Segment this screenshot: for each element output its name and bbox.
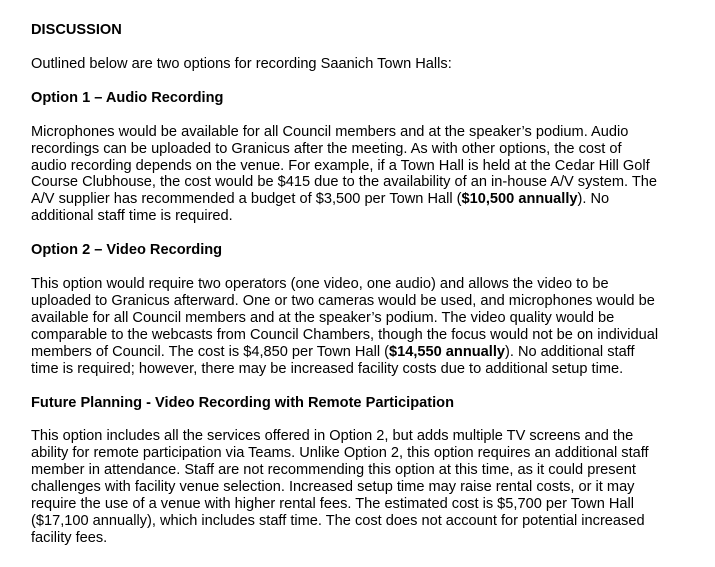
future-body: This option includes all the services offered in Option 2, but adds multiple TV screens and the ability for remote participation via Teams. Unlike Option 2, this option requires an additional staff member in attendance. Staff are not recommending this option at this time, as it could present challenges with facility venue selection. Increased setup time may raise rental costs, or it may require the use of a venue with higher rental fees. The estimated cost is $5,700 per Town Hall ($17,100 annually), which includes staff time. The cost does not account for potential increased facility fees. [31, 428, 649, 546]
option2-body [31, 276, 661, 377]
option2-body-tail: ). No additional staff time is required; however, there may be increased facility costs due to additional setup time. [31, 343, 635, 377]
option1-annual-cost: $10,500 annually [461, 191, 578, 208]
spacer [31, 259, 661, 276]
option1-body-tail: ). No additional staff time is required. [31, 191, 610, 225]
option1-heading: Option 1 – Audio Recording [31, 89, 224, 106]
discussion-heading: DISCUSSION [31, 22, 122, 38]
spacer [31, 411, 661, 428]
spacer [31, 225, 661, 242]
future-heading: Future Planning - Video Recording with Remote Participation [31, 394, 454, 411]
option2-heading: Option 2 – Video Recording [31, 242, 223, 259]
option2-annual-cost: $14,550 annually [388, 343, 505, 360]
spacer [31, 107, 661, 124]
option2-body-text: This option would require two operators (one video, one audio) and allows the video to be uploaded to Granicus afterward. One or two cameras would be used, and microphones would be available for all Council members and at the speaker’s podium. The video quality would be comparable to the webcasts from Council Chambers, though the focus would not be on individual members of Council. The cost is $4,850 per Town Hall ( [31, 276, 659, 360]
document-page [31, 22, 661, 547]
spacer [31, 39, 661, 56]
option1-body [31, 124, 661, 225]
spacer [31, 378, 661, 395]
spacer [31, 73, 661, 90]
option1-body-text: Microphones would be available for all Council members and at the speaker’s podium. Audio recordings can be uploaded to Granicus after the meeting. As with other options, the cost of audio recording depends on the venue. For example, if a Town Hall is held at the Cedar Hill Golf Course Clubhouse, the cost would be $415 due to the availability of an in-house A/V system. The A/V supplier has recommended a budget of $3,500 per Town Hall ( [31, 123, 658, 208]
discussion-intro: Outlined below are two options for recording Saanich Town Halls: [31, 55, 452, 72]
